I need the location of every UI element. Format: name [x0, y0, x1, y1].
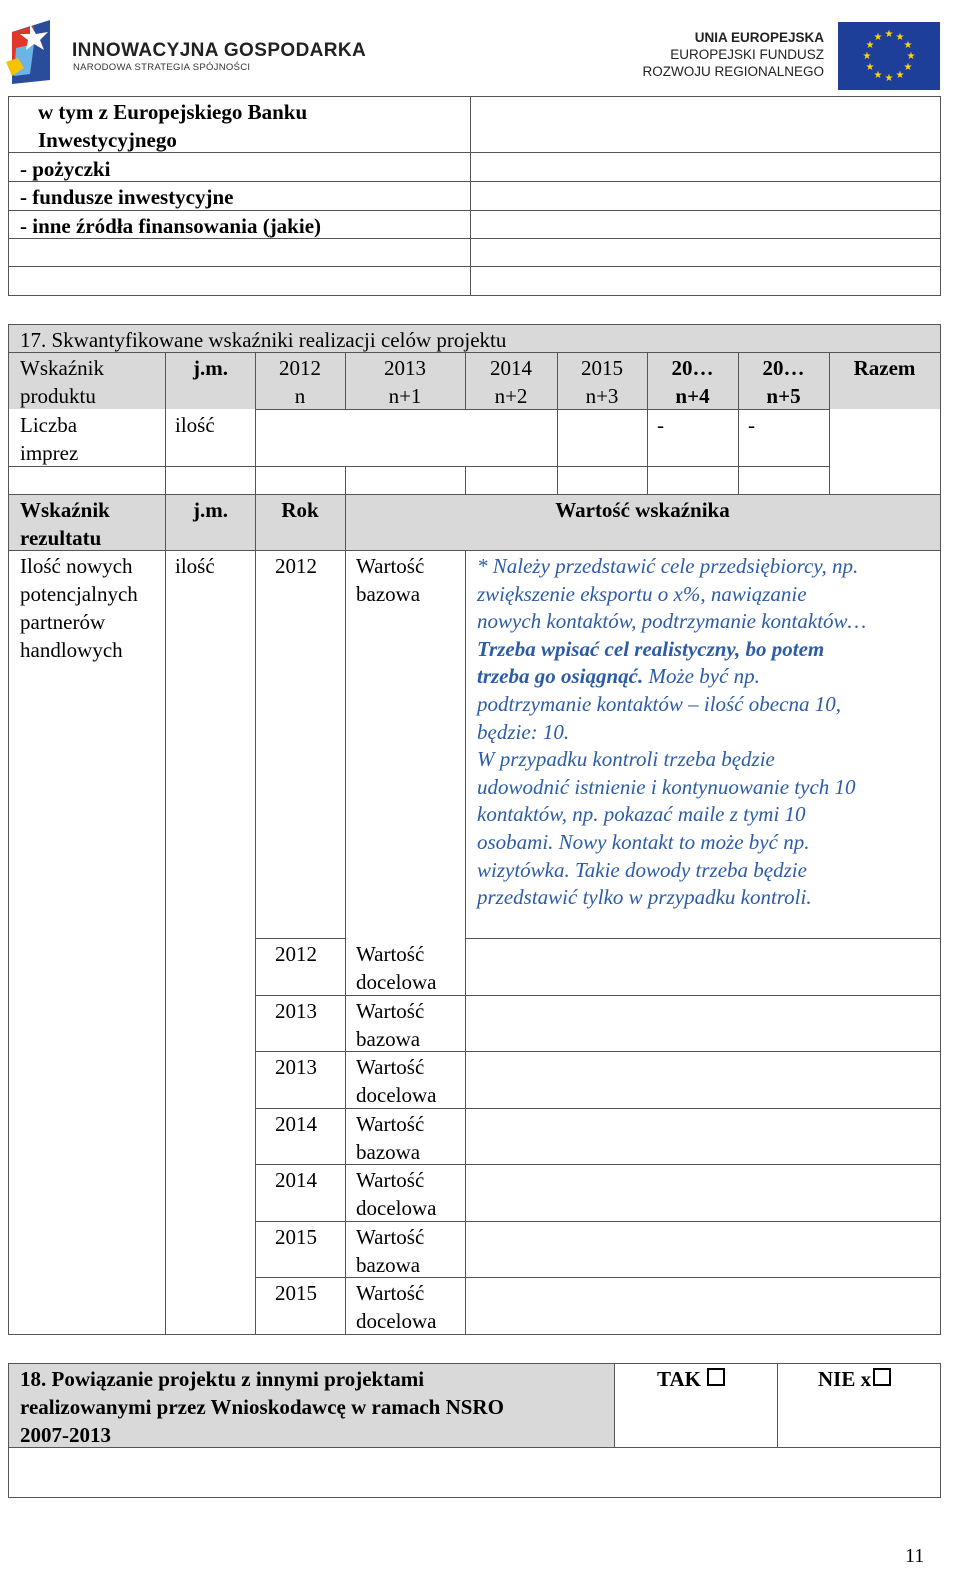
- entry-kind: [356, 552, 424, 608]
- entry-year: 2014: [275, 1168, 317, 1192]
- result-indicator-header-1: Wskaźnik: [20, 498, 110, 522]
- entry-kind-line: Wartość: [356, 1225, 425, 1249]
- entry-year: 2013: [275, 999, 317, 1023]
- result-unit-header: j.m.: [193, 498, 228, 522]
- entry-kind-line: docelowa: [356, 970, 437, 994]
- year-header-n5-offset: n+5: [766, 384, 801, 408]
- year-header-2013-offset: n+1: [388, 384, 422, 408]
- year-header-2014: [465, 354, 557, 410]
- note-line-bold: Trzeba wpisać cel realistyczny, bo potem: [477, 636, 825, 661]
- note-line: przedstawić tylko w przypadku kontroli.: [477, 885, 812, 910]
- eu-flag-icon: [838, 22, 940, 90]
- entry-kind-line: Wartość: [356, 1055, 425, 1079]
- product-indicator-header-2: produktu: [20, 384, 96, 408]
- note-line: W przypadku kontroli trzeba będzie: [477, 747, 775, 772]
- entry-year: 2012: [275, 554, 317, 578]
- product-indicator-header-1: Wskaźnik: [20, 356, 104, 380]
- entry-kind-line: docelowa: [356, 1083, 437, 1107]
- no-checkbox[interactable]: [873, 1368, 891, 1386]
- result-indicator-header-2: rezultatu: [20, 526, 102, 550]
- note-line: nowych kontaktów, podtrzymanie kontaktów…: [477, 609, 867, 634]
- entry-kind-line: bazowa: [356, 582, 421, 606]
- result-indicator-name-1: Ilość nowych: [20, 554, 133, 578]
- entry-year: 2012: [275, 942, 317, 966]
- header: [0, 0, 960, 95]
- entry-kind-line: docelowa: [356, 1196, 437, 1220]
- section-18-title-line: 2007-2013: [20, 1423, 111, 1447]
- year-header-2013-year: 2013: [384, 356, 426, 380]
- funding-row-ebi-1: w tym z Europejskiego Banku: [38, 100, 308, 124]
- yes-checkbox[interactable]: [707, 1368, 725, 1386]
- year-header-n4-year: 20…: [671, 356, 714, 380]
- year-header-2014-offset: n+2: [494, 384, 528, 408]
- product-indicator-name-1: Liczba: [20, 413, 78, 437]
- result-indicator-name-2: potencjalnych: [20, 582, 138, 606]
- section-17-title: 17. Skwantyfikowane wskaźniki realizacji celów projektu: [20, 328, 507, 352]
- logo-right-line2: EUROPEJSKI FUNDUSZ: [670, 47, 824, 62]
- svg-text:★: ★: [873, 32, 883, 43]
- entry-kind-line: bazowa: [356, 1140, 421, 1164]
- section-18-title-line: 18. Powiązanie projektu z innymi projektami: [20, 1367, 425, 1391]
- entry-kind: [356, 1279, 436, 1335]
- entry-year: 2013: [275, 1055, 317, 1079]
- result-note: [477, 553, 937, 912]
- note-line-mixed: [477, 663, 937, 691]
- note-line: zwiększenie eksportu o x%, nawiązanie: [477, 581, 807, 606]
- svg-text:★: ★: [862, 51, 872, 62]
- entry-kind-line: Wartość: [356, 1168, 425, 1192]
- note-line: kontaktów, np. pokazać maile z tymi 10: [477, 802, 806, 827]
- yes-label: TAK: [657, 1367, 701, 1391]
- svg-text:★: ★: [895, 32, 905, 43]
- entry-year: 2014: [275, 1112, 317, 1136]
- year-header-n4-offset: n+4: [675, 384, 710, 408]
- note-line: osobami. Nowy kontakt to może być np.: [477, 829, 810, 854]
- svg-text:★: ★: [903, 62, 913, 73]
- result-indicator-name-4: handlowych: [20, 638, 123, 662]
- section-18-title-line: realizowanymi przez Wnioskodawcę w ramach NSRO: [20, 1395, 504, 1419]
- product-unit-value: ilość: [175, 413, 215, 437]
- logo-right-line1: UNIA EUROPEJSKA: [694, 30, 824, 45]
- svg-text:★: ★: [895, 70, 905, 81]
- note-line: podtrzymanie kontaktów – ilość obecna 10,: [477, 691, 841, 716]
- yes-option[interactable]: [657, 1365, 725, 1393]
- svg-text:★: ★: [865, 62, 875, 73]
- entry-kind-line: bazowa: [356, 1253, 421, 1277]
- product-value-n5: -: [748, 413, 755, 437]
- logo-left-title: INNOWACYJNA GOSPODARKA: [72, 40, 367, 61]
- entry-kind-line: Wartość: [356, 942, 425, 966]
- product-value-n4: -: [657, 413, 664, 437]
- no-label: NIE x: [818, 1367, 872, 1391]
- result-indicator-name-3: partnerów: [20, 610, 106, 634]
- entry-kind: [356, 1053, 436, 1109]
- funding-row-ebi-2: Inwestycyjnego: [38, 128, 177, 152]
- year-header-2015-offset: n+3: [585, 384, 619, 408]
- entry-kind: [356, 1166, 436, 1222]
- logo-right-line3: ROZWOJU REGIONALNEGO: [642, 64, 824, 79]
- result-indicator-name: [20, 552, 138, 664]
- note-line: * Należy przedstawić cele przedsiębiorcy, np.: [477, 554, 859, 578]
- note-line: udowodnić istnienie i kontynuowanie tych 10: [477, 774, 856, 799]
- entry-year: 2015: [275, 1225, 317, 1249]
- year-header-n4: [647, 354, 738, 410]
- entry-kind-line: Wartość: [356, 999, 425, 1023]
- section-18-title: [20, 1365, 504, 1449]
- entry-kind-line: bazowa: [356, 1027, 421, 1051]
- total-header: Razem: [853, 356, 916, 380]
- no-option[interactable]: [818, 1365, 891, 1393]
- product-indicator-name-2: imprez: [20, 441, 79, 465]
- entry-kind: [356, 1223, 424, 1279]
- year-header-2015: [557, 354, 647, 410]
- result-value-header: Wartość wskaźnika: [555, 498, 730, 522]
- entry-kind-line: Wartość: [356, 554, 425, 578]
- svg-text:★: ★: [884, 29, 894, 40]
- svg-text:★: ★: [873, 70, 883, 81]
- year-header-2012-offset: n: [294, 384, 306, 408]
- year-header-n5: [738, 354, 829, 410]
- page-number: 11: [905, 1545, 925, 1567]
- note-line: będzie: 10.: [477, 719, 570, 744]
- note-bold-fragment: trzeba go osiągnąć.: [477, 664, 644, 689]
- entry-year: 2015: [275, 1281, 317, 1305]
- entry-kind: [356, 940, 436, 996]
- year-header-n5-year: 20…: [762, 356, 805, 380]
- funding-row-other-sources: - inne źródła finansowania (jakie): [20, 214, 322, 238]
- product-unit-header: j.m.: [193, 356, 228, 380]
- entry-kind-line: docelowa: [356, 1309, 437, 1333]
- entry-kind: [356, 997, 424, 1053]
- entry-kind: [356, 1110, 424, 1166]
- svg-text:★: ★: [865, 40, 875, 51]
- year-header-2012: [255, 354, 345, 410]
- year-header-2014-year: 2014: [490, 356, 532, 380]
- svg-text:★: ★: [906, 51, 916, 62]
- year-header-2015-year: 2015: [581, 356, 623, 380]
- logo-left-subtitle: NARODOWA STRATEGIA SPÓJNOŚCI: [73, 62, 251, 73]
- funding-row-investment-funds: - fundusze inwestycyjne: [20, 185, 234, 209]
- note-line: wizytówka. Takie dowody trzeba będzie: [477, 857, 807, 882]
- result-year-header: Rok: [281, 498, 319, 522]
- entry-kind-line: Wartość: [356, 1112, 425, 1136]
- svg-text:★: ★: [903, 40, 913, 51]
- svg-text:★: ★: [884, 73, 894, 84]
- note-rest-fragment: Może być np.: [643, 664, 760, 689]
- innowacyjna-gospodarka-logo-icon: [4, 18, 56, 88]
- result-unit-value: ilość: [175, 554, 215, 578]
- funding-row-loans: - pożyczki: [20, 157, 111, 181]
- year-header-2013: [345, 354, 465, 410]
- year-header-2012-year: 2012: [279, 356, 321, 380]
- entry-kind-line: Wartość: [356, 1281, 425, 1305]
